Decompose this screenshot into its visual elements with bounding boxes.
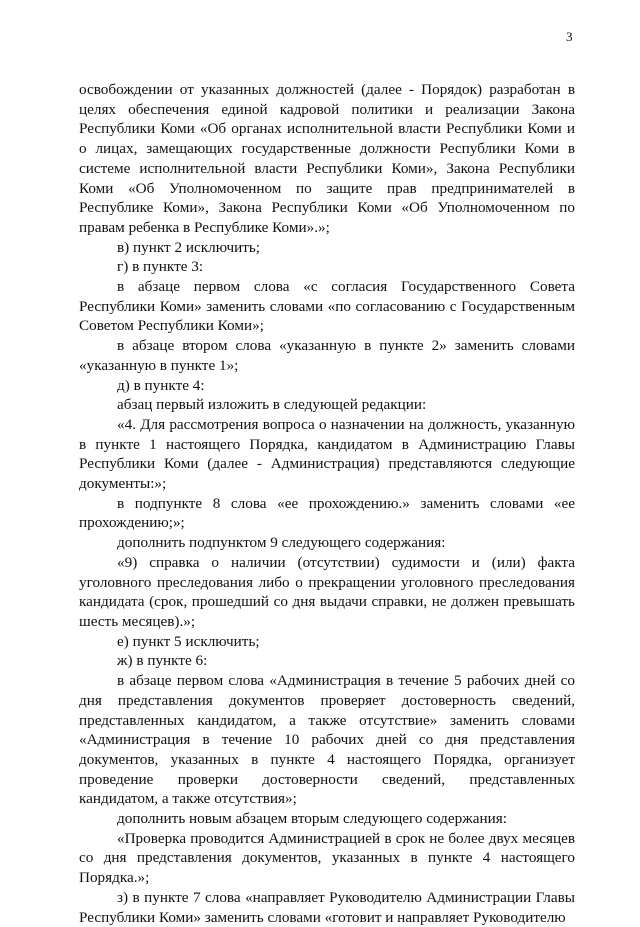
- page-number: 3: [566, 29, 573, 44]
- paragraph: абзац первый изложить в следующей редакции:: [117, 396, 427, 414]
- paragraph: д) в пункте 4:: [117, 376, 205, 394]
- paragraph: в абзаце втором слова «указанную в пункте 2» заменить словами «указанную в пункте 1»;: [79, 337, 575, 374]
- paragraph: ж) в пункте 6:: [117, 652, 208, 670]
- paragraph: в абзаце первом слова «с согласия Государственного Совета Республики Коми» заменить словами «по согласованию с Государственным Советом Республики Коми»;: [79, 278, 575, 335]
- document-body: [79, 80, 575, 927]
- paragraph: в подпункте 8 слова «ее прохождению.» заменить словами «ее прохождению;»;: [79, 494, 575, 532]
- paragraph: в) пункт 2 исключить;: [117, 238, 261, 256]
- paragraph: дополнить новым абзацем вторым следующего содержания:: [117, 810, 507, 828]
- paragraph: «4. Для рассмотрения вопроса о назначении на должность, указанную в пункте 1 настоящего Порядка, кандидатом в Администрацию Главы Республики Коми (далее - Администрация) представляются следующие документы:»;: [79, 415, 575, 493]
- paragraph: е) пункт 5 исключить;: [117, 632, 260, 650]
- paragraph: з) в пункте 7 слова «направляет Руководителю Администрации Главы Республики Коми» заменить словами «готовит и направляет Руководителю: [79, 888, 575, 926]
- paragraph: освобождении от указанных должностей (далее - Порядок) разработан в целях обеспечения единой кадровой политики и реализации Закона Республики Коми «Об органах исполнительной власти Республики Коми и о лицах, замещающих государственные должности Республики Коми в системе исполнительной власти Республики Коми», Закона Республики Коми «Об Уполномоченном по защите прав предпринимателей в Республике Коми», Закона Республики Коми «Об Уполномоченном по правам ребенка в Республике Коми».»;: [79, 81, 575, 236]
- paragraph: в абзаце первом слова «Администрация в течение 5 рабочих дней со дня представления документов проверяет достоверность сведений, представленных кандидатом, а также отсутствие» заменить словами «Администрация в течение 10 рабочих дней со дня представления документов, указанных в пункте 4 настоящего Порядка, организует проведение проверки достоверности сведений, представленных кандидатом, а также отсутствия»;: [79, 672, 575, 808]
- paragraph: дополнить подпунктом 9 следующего содержания:: [117, 534, 446, 552]
- paragraph: «Проверка проводится Администрацией в срок не более двух месяцев со дня представления документов, указанных в пункте 4 настоящего Порядка.»;: [79, 829, 575, 887]
- paragraph: г) в пункте 3:: [117, 258, 204, 276]
- paragraph: «9) справка о наличии (отсутствии) судимости и (или) факта уголовного преследования либо о прекращении уголовного преследования кандидата (срок, прошедший со дня выдачи справки, не должен превышать шесть месяцев).»;: [79, 553, 575, 630]
